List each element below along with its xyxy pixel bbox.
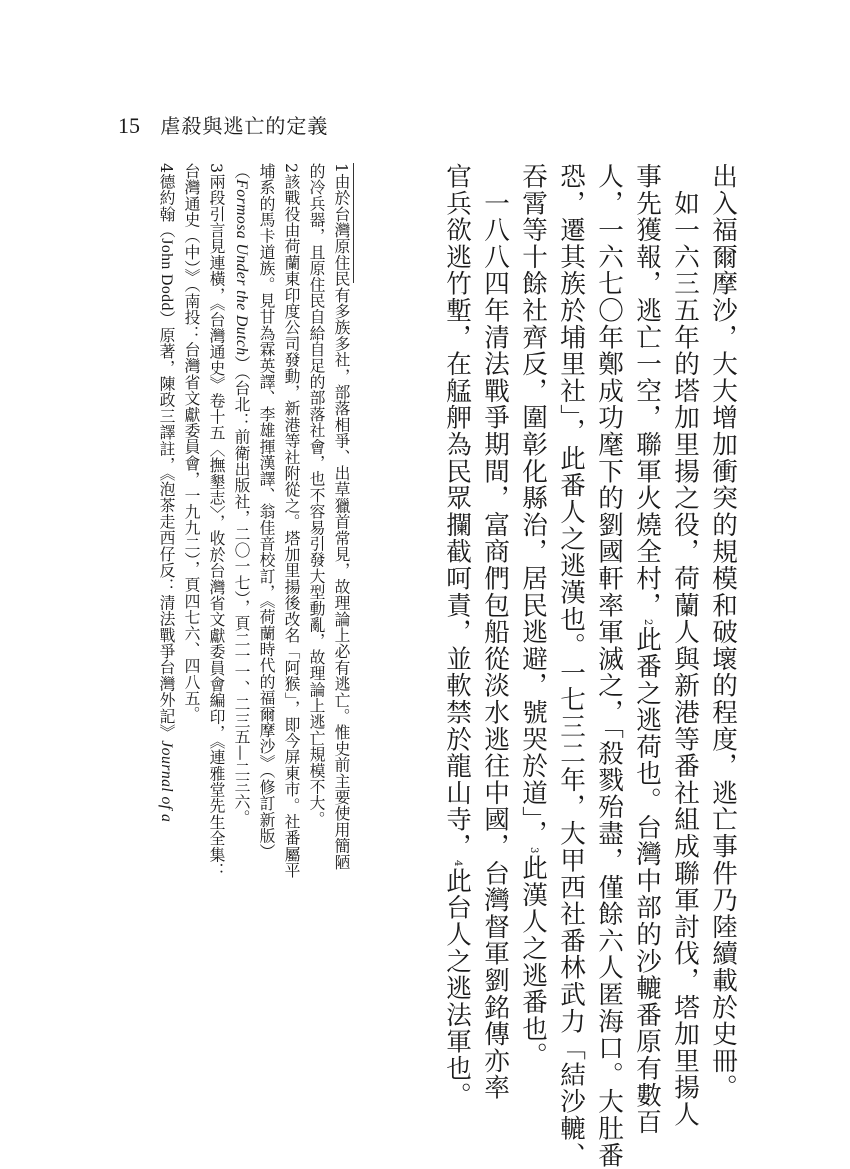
book-title-latin: Journal of a — [158, 740, 175, 823]
footnote-line: （Formosa Under the Dutch）（台北：前衛出版社，二〇一七），頁二一一、二三五—二三六。 — [232, 163, 251, 826]
footnote-ref-3: 3 — [528, 847, 539, 855]
footnotes — [154, 163, 354, 1033]
body-line: 恐，遷其族於埔里社」，此番人之逃漢也。一七三二年，大甲西社番林武力「結沙轆、 — [556, 163, 586, 1169]
footnote-line: 台灣通史（中）》（南投：台灣省文獻委員會，一九九二），頁四七六、四八五。 — [182, 163, 201, 723]
body-line: 出入福爾摩沙，大大增加衝突的規模和破壞的程度，逃亡事件乃陸續載於史冊。 — [708, 163, 738, 1101]
body-line: 人，一六七〇年鄭成功麾下的劉國軒率軍滅之，「殺戮殆盡，僅餘六人匿海口。大肚番 — [594, 163, 624, 1169]
body-text — [438, 163, 742, 1169]
body-line: 事先獲報，逃亡一空，聯軍火燒全村，2此番之逃荷也。台灣中部的沙轆番原有數百 — [632, 163, 662, 1136]
footnote-line: 2該戰役由荷蘭東印度公司發動，新港等社附從之。塔加里揚後改名「阿猴」，即今屏東市。社番屬平 — [282, 163, 301, 879]
body-line: 吞霄等十餘社齊反，圍彰化縣治，居民逃避，號哭於道」，3此漢人之逃番也。 — [518, 163, 548, 1069]
book-title-latin: Formosa Under the Dutch — [233, 179, 250, 356]
author-name-latin: John Dodd — [158, 238, 175, 311]
page-number: 15 — [118, 113, 140, 138]
body-line: 一八八四年清法戰爭期間，富商們包船從淡水逃往中國，台灣督軍劉銘傳亦率 — [480, 163, 510, 1101]
footnote-line: 1由於台灣原住民有多族多社，部落相爭、出草獵首常見，故理論上必有逃亡。惟史前主要使用簡陋 — [332, 163, 351, 871]
page-header — [118, 112, 328, 140]
footnote-line: 3兩段引言見連橫，《台灣通史》卷十五〈撫墾志〉，收於台灣省文獻委員會編印，《連雅堂先生全集： — [207, 163, 226, 879]
body-line: 官兵欲逃竹塹，在艋舺為民眾攔截呵責，並軟禁於龍山寺，4此台人之逃法軍也。 — [442, 163, 472, 1109]
footnote-ref-2: 2 — [642, 618, 653, 627]
footnote-line: 埔系的馬卡道族。見甘為霖英譯、李雄揮漢譯、翁佳音校訂，《荷蘭時代的福爾摩沙》（修訂新版） — [257, 163, 276, 860]
footnote-ref-4: 4 — [452, 859, 463, 868]
chapter-title: 虐殺與逃亡的定義 — [160, 114, 329, 138]
footnote-line: 的冷兵器，且原住民自給自足的部落社會，也不容易引發大型動亂，故理論上逃亡規模不大。 — [307, 163, 326, 828]
body-line: 如一六三五年的塔加里揚之役，荷蘭人與新港等番社組成聯軍討伐，塔加里揚人 — [670, 163, 700, 1128]
footnote-line: 4德約翰（John Dodd）原著，陳政三譯註，《泡茶走西仔反：清法戰爭台灣外記》Journal of a — [157, 163, 176, 823]
